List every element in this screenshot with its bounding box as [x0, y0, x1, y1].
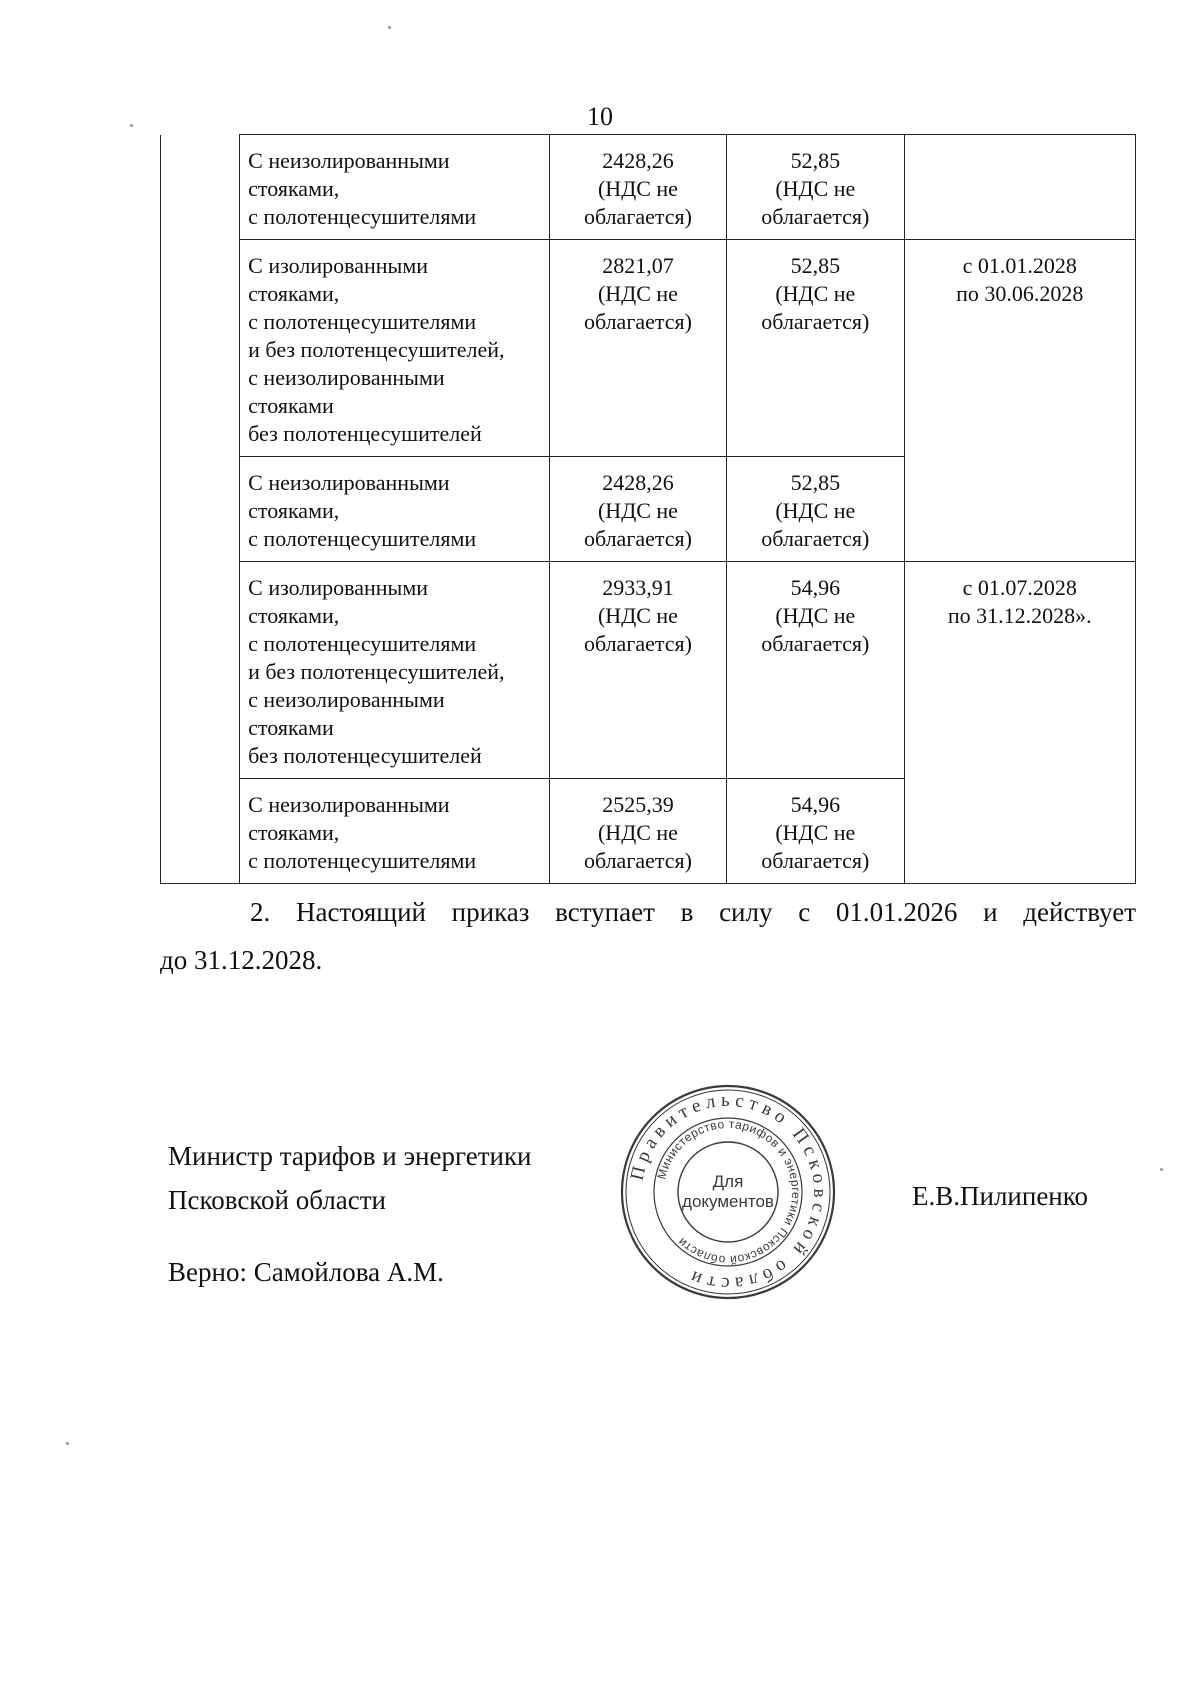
description-cell: [240, 240, 550, 457]
vat-note: облагается): [761, 848, 870, 873]
signatory-title: [168, 1134, 532, 1222]
index-column-cell: [161, 135, 240, 884]
clause-line-1: 2. Настоящий приказ вступает в силу с 01.01.2026 и действует: [250, 897, 1136, 927]
period-cell-empty: [904, 135, 1136, 240]
description-line: без полотенцесушителей: [248, 743, 482, 768]
tariff-value-cell: [549, 779, 726, 884]
tariff-value: 2428,26: [602, 470, 674, 495]
vat-note: облагается): [583, 526, 692, 551]
description-line: стояками,: [248, 603, 340, 628]
scan-speck: [130, 124, 133, 127]
vat-note: (НДС не: [597, 820, 678, 845]
description-cell: [240, 779, 550, 884]
description-line: с полотенцесушителями: [248, 204, 477, 229]
norm-value: 52,85: [790, 253, 841, 278]
signatory-name: Е.В.Пилипенко: [912, 1181, 1089, 1211]
vat-note: (НДС не: [775, 603, 856, 628]
tariff-value-cell: [549, 135, 726, 240]
scan-speck: [66, 1442, 69, 1445]
vat-note: (НДС не: [775, 498, 856, 523]
description-line: С неизолированными: [248, 470, 450, 495]
description-line: С изолированными: [248, 253, 429, 278]
description-line: стояками,: [248, 498, 340, 523]
description-line: и без полотенцесушителей,: [248, 659, 505, 684]
vat-note: облагается): [583, 309, 692, 334]
vat-note: облагается): [761, 526, 870, 551]
vat-note: (НДС не: [775, 281, 856, 306]
period-start: с 01.01.2028: [962, 253, 1077, 278]
vat-note: облагается): [583, 204, 692, 229]
description-line: с неизолированными: [248, 365, 445, 390]
tariff-value: 2428,26: [602, 148, 674, 173]
official-seal: [618, 1082, 838, 1302]
norm-value: 52,85: [790, 470, 841, 495]
seal-outer-text: Правительство Псковской области: [626, 1089, 831, 1295]
norm-value-cell: [727, 135, 904, 240]
description-line: С изолированными: [248, 575, 429, 600]
norm-value-cell: [727, 240, 904, 457]
norm-value: 54,96: [790, 792, 841, 817]
description-line: стояками,: [248, 281, 340, 306]
tariff-value-cell: [549, 562, 726, 779]
tariff-table: [160, 134, 1136, 884]
period-end: по 30.06.2028: [956, 281, 1084, 306]
vat-note: облагается): [583, 848, 692, 873]
page-number: 10: [587, 102, 613, 131]
description-cell: [240, 562, 550, 779]
vat-note: (НДС не: [775, 176, 856, 201]
description-line: с полотенцесушителями: [248, 848, 477, 873]
signatory-title-line: Министр тарифов и энергетики: [168, 1141, 532, 1171]
description-line: С неизолированными: [248, 792, 450, 817]
verification-note: Верно: Самойлова А.М.: [168, 1257, 444, 1287]
description-cell: [240, 135, 550, 240]
period-cell: [904, 562, 1136, 884]
norm-value-cell: [727, 779, 904, 884]
norm-value-cell: [727, 562, 904, 779]
table-row: [161, 240, 1136, 457]
description-line: с неизолированными: [248, 687, 445, 712]
description-cell: [240, 457, 550, 562]
norm-value: 54,96: [790, 575, 841, 600]
period-end: по 31.12.2028».: [947, 603, 1092, 628]
vat-note: (НДС не: [597, 498, 678, 523]
tariff-value-cell: [549, 457, 726, 562]
table-row: [161, 135, 1136, 240]
description-line: стояками,: [248, 820, 340, 845]
seal-inner-text: Министерство тарифов и энергетики Псковской области: [654, 1116, 804, 1268]
vat-note: облагается): [761, 631, 870, 656]
description-line: и без полотенцесушителей,: [248, 337, 505, 362]
period-cell: [904, 240, 1136, 562]
vat-note: облагается): [761, 204, 870, 229]
norm-value-cell: [727, 457, 904, 562]
description-line: с полотенцесушителями: [248, 631, 477, 656]
seal-center-line: документов: [682, 1192, 774, 1211]
vat-note: облагается): [583, 631, 692, 656]
description-line: стояками,: [248, 176, 340, 201]
description-line: стояками: [248, 715, 334, 740]
description-line: с полотенцесушителями: [248, 309, 477, 334]
description-line: стояками: [248, 393, 334, 418]
tariff-value: 2821,07: [602, 253, 674, 278]
vat-note: облагается): [761, 309, 870, 334]
seal-center-line: Для: [712, 1172, 744, 1191]
vat-note: (НДС не: [597, 603, 678, 628]
vat-note: (НДС не: [597, 176, 678, 201]
description-line: без полотенцесушителей: [248, 421, 482, 446]
seal-center: [618, 1082, 838, 1302]
order-clause: [160, 888, 1136, 984]
scan-speck: [1160, 1168, 1163, 1171]
period-start: с 01.07.2028: [962, 575, 1077, 600]
description-line: с полотенцесушителями: [248, 526, 477, 551]
clause-line-2: до 31.12.2028.: [160, 945, 323, 975]
tariff-value: 2933,91: [602, 575, 674, 600]
norm-value: 52,85: [790, 148, 841, 173]
scan-speck: [388, 26, 391, 29]
vat-note: (НДС не: [597, 281, 678, 306]
tariff-value-cell: [549, 240, 726, 457]
description-line: С неизолированными: [248, 148, 450, 173]
signatory-title-line: Псковской области: [168, 1185, 387, 1215]
table-row: [161, 562, 1136, 779]
vat-note: (НДС не: [775, 820, 856, 845]
tariff-value: 2525,39: [602, 792, 674, 817]
